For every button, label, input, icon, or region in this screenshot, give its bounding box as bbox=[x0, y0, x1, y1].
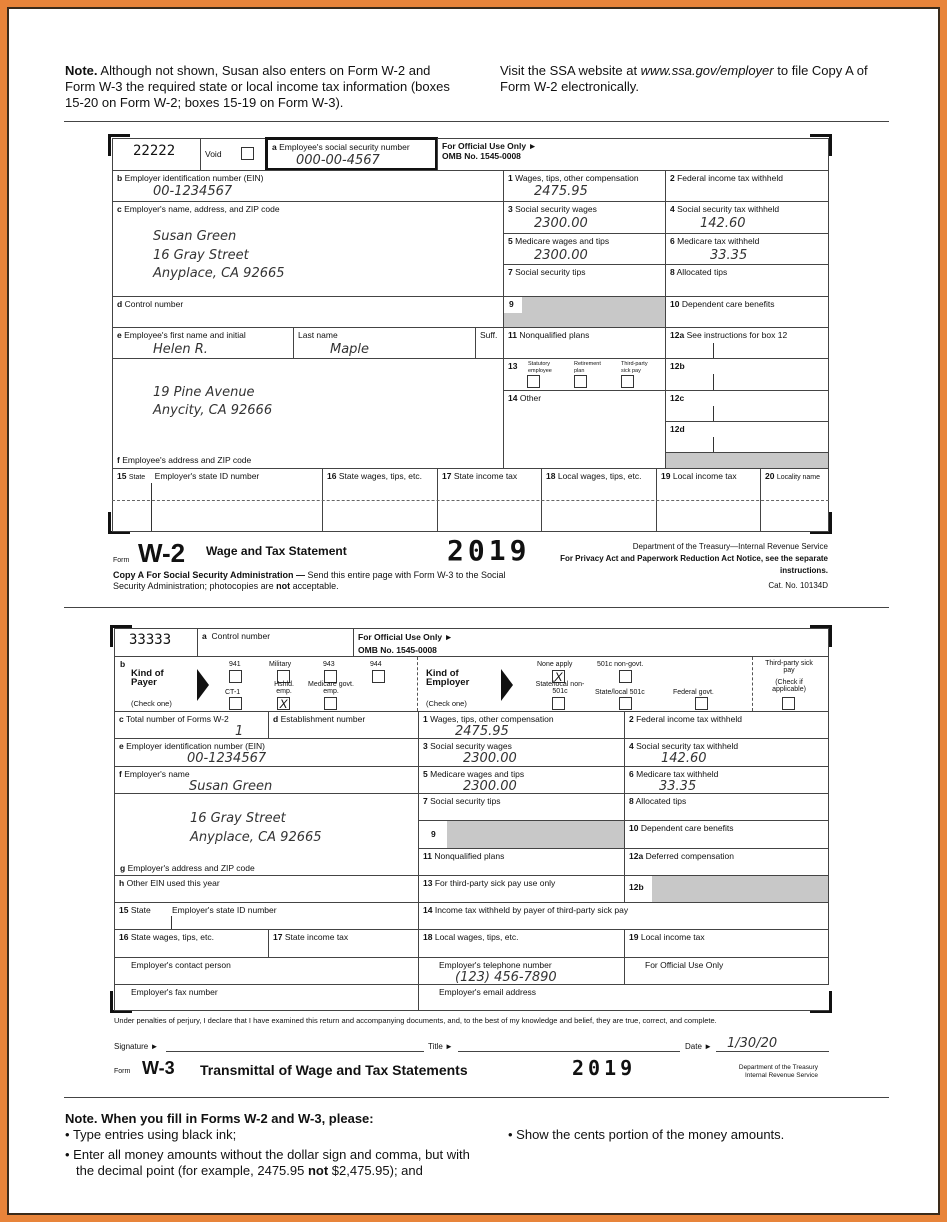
w3-box-17[interactable]: 17 State income tax bbox=[268, 929, 419, 958]
employee-city: Anycity, CA 92666 bbox=[153, 403, 273, 418]
box-3[interactable]: 3 Social security wages 2300.00 bbox=[503, 201, 666, 234]
omb-number: OMB No. 1545-0008 bbox=[442, 151, 521, 161]
employer-label: Employer's name, address, and ZIP code bbox=[124, 204, 280, 214]
suff-label: Suff. bbox=[480, 330, 498, 340]
fax-label: Employer's fax number bbox=[131, 987, 218, 997]
box-12d[interactable]: 12d bbox=[665, 421, 829, 453]
copy-a-note bbox=[113, 570, 513, 592]
w3-box4-value: 142.60 bbox=[661, 751, 707, 766]
w3-box-10[interactable]: 10 Dependent care benefits bbox=[624, 820, 829, 849]
w3-irs-text: Internal Revenue Service bbox=[745, 1072, 818, 1079]
w3-box-9: 9 bbox=[418, 820, 625, 849]
w3-street: 16 Gray Street bbox=[190, 811, 286, 826]
opt-944-label: 944 bbox=[370, 661, 382, 668]
opt-944-checkbox[interactable] bbox=[372, 670, 385, 683]
bullet-2b: $2,475.95); and bbox=[328, 1163, 423, 1178]
employer-check-one: (Check one) bbox=[426, 699, 467, 708]
payer-check-one: (Check one) bbox=[131, 699, 172, 708]
box-14[interactable]: 14 Other bbox=[503, 390, 666, 469]
last-value: Maple bbox=[330, 342, 370, 357]
w3-box-8[interactable]: 8 Allocated tips bbox=[624, 793, 829, 821]
box4-value: 142.60 bbox=[700, 216, 746, 231]
opt-943-label: 943 bbox=[323, 661, 335, 668]
box15-label: State bbox=[128, 474, 146, 481]
w3-official bbox=[353, 628, 829, 657]
federal-govt-checkbox[interactable] bbox=[695, 697, 708, 710]
box19-label: Local income tax bbox=[672, 471, 737, 481]
w3-form-title: Transmittal of Wage and Tax Statements bbox=[200, 1062, 468, 1078]
w3-box-15[interactable]: 15 State Employer's state ID number bbox=[114, 902, 419, 930]
bullet-3-wrap: • Show the cents portion of the money amounts. bbox=[508, 1127, 785, 1142]
box18-label: Local wages, tips, etc. bbox=[557, 471, 642, 481]
w3-box-3[interactable]: 3 Social security wages 2300.00 bbox=[418, 738, 625, 767]
contact-person-field[interactable] bbox=[114, 957, 419, 985]
sickpay-label: Third-party sick pay bbox=[621, 361, 648, 374]
box8-label: Allocated tips bbox=[676, 267, 728, 277]
box-6[interactable]: 6 Medicare tax withheld 33.35 bbox=[665, 233, 829, 265]
ein-value: 00-1234567 bbox=[153, 184, 233, 199]
w3-form-label: Form bbox=[114, 1068, 131, 1075]
box-13: 13 Statutory employee Retirement plan Third-party sick pay bbox=[503, 358, 666, 391]
official2-label: For Official Use Only bbox=[645, 960, 724, 970]
w3-box15b-label: Employer's state ID number bbox=[171, 905, 277, 915]
w3-box16-label: State wages, tips, etc. bbox=[130, 932, 214, 942]
box-11[interactable]: 11 Nonqualified plans bbox=[503, 327, 666, 359]
first-value: Helen R. bbox=[153, 342, 208, 357]
box20-label: Locality name bbox=[776, 474, 821, 481]
note-bold: Note. bbox=[65, 63, 98, 78]
box-15[interactable]: 15 State Employer's state ID number bbox=[112, 468, 323, 532]
retirement-label: Retirement plan bbox=[574, 361, 601, 374]
box-2[interactable]: 2 Federal income tax withheld bbox=[665, 170, 829, 202]
w3-box-f[interactable]: f Employer's name Susan Green bbox=[114, 766, 419, 794]
box17-label: State income tax bbox=[453, 471, 518, 481]
telephone-field[interactable] bbox=[418, 957, 625, 985]
bottom-note: Note. When you fill in Forms W-2 and W-3, please: • Type entries using black ink; • Enter all money amounts without the dollar sign and comma, but with the decimal point (for example, 2475.95 not $2,475.95); and bbox=[65, 1111, 475, 1179]
box6-label: Medicare tax withheld bbox=[677, 236, 760, 246]
w3-box-14[interactable]: 14 Income tax withheld by payer of third-party sick pay bbox=[418, 902, 829, 930]
w3-box-12a[interactable]: 12a Deferred compensation bbox=[624, 848, 829, 876]
box-5[interactable]: 5 Medicare wages and tips 2300.00 bbox=[503, 233, 666, 265]
box1-label: Wages, tips, other compensation bbox=[515, 173, 639, 183]
last-label: Last name bbox=[298, 330, 338, 340]
w3-box17-label: State income tax bbox=[284, 932, 349, 942]
w3-box-19[interactable]: 19 Local income tax bbox=[624, 929, 829, 958]
official-use bbox=[437, 138, 829, 171]
w3-box-2[interactable]: 2 Federal income tax withheld bbox=[624, 711, 829, 739]
w3-box13-label: For third-party sick pay use only bbox=[434, 878, 556, 888]
box-12a[interactable]: 12a See instructions for box 12 bbox=[665, 327, 829, 359]
box10-label: Dependent care benefits bbox=[681, 299, 775, 309]
date-line[interactable] bbox=[716, 1051, 829, 1052]
w3-box-7[interactable]: 7 Social security tips bbox=[418, 793, 625, 821]
w3-box-6[interactable]: 6 Medicare tax withheld 33.35 bbox=[624, 766, 829, 794]
fax-field[interactable] bbox=[114, 984, 419, 1011]
w3-box6-value: 33.35 bbox=[659, 779, 697, 794]
box11-label: Nonqualified plans bbox=[519, 330, 590, 340]
first-label: Employee's first name and initial bbox=[124, 330, 246, 340]
none-apply-label: None apply bbox=[537, 661, 573, 668]
501c-nongovt-checkbox[interactable] bbox=[619, 670, 632, 683]
third-party-label: Third-party sick pay bbox=[765, 660, 813, 674]
w3-box6-label: Medicare tax withheld bbox=[636, 769, 719, 779]
bullet-3: Show the cents portion of the money amounts. bbox=[516, 1127, 785, 1142]
employer-field[interactable]: c Employer's name, address, and ZIP code Susan Green 16 Gray Street Anyplace, CA 92665 bbox=[112, 201, 504, 297]
box-19[interactable]: 19 Local income tax bbox=[656, 468, 761, 532]
ssa-post: to file Copy A of Form W-2 electronically. bbox=[500, 63, 868, 94]
address-label: Employee's address and ZIP code bbox=[122, 455, 252, 465]
w3-employer-name: Susan Green bbox=[189, 779, 273, 794]
box-12c[interactable]: 12c bbox=[665, 390, 829, 422]
state-501c-checkbox[interactable] bbox=[619, 697, 632, 710]
w3-form-name: W-3 bbox=[142, 1058, 175, 1078]
box15b-label: Employer's state ID number bbox=[154, 471, 260, 481]
top-note bbox=[65, 63, 450, 111]
employer-name: Susan Green bbox=[153, 229, 237, 244]
none-apply-checkbox[interactable]: X bbox=[552, 670, 565, 683]
opt-hshld-checkbox[interactable]: X bbox=[277, 697, 290, 710]
ssa-note bbox=[500, 63, 890, 95]
state-501c-label: State/local 501c bbox=[595, 689, 645, 696]
w3-code: 33333 bbox=[114, 628, 198, 657]
cat-number: Cat. No. 10134D bbox=[768, 581, 828, 590]
ssa-pre: Visit the SSA website at bbox=[500, 63, 641, 78]
employee-address-field[interactable]: 19 Pine Avenue Anycity, CA 92666 f Employee's address and ZIP code bbox=[112, 358, 504, 469]
dept-block bbox=[560, 541, 828, 592]
email-field[interactable] bbox=[418, 984, 829, 1011]
box-9: 9 bbox=[503, 296, 666, 328]
w3-box3-label: Social security wages bbox=[430, 741, 512, 751]
d-label: Establishment number bbox=[280, 714, 366, 724]
w3-control-field[interactable]: a Control number bbox=[197, 628, 354, 657]
sickpay-checkbox[interactable] bbox=[621, 375, 634, 388]
opt-medicare-checkbox[interactable] bbox=[324, 697, 337, 710]
phone-value: (123) 456-7890 bbox=[455, 970, 557, 985]
official-label: For Official Use Only ► bbox=[442, 141, 537, 151]
dashed-divider bbox=[417, 657, 418, 711]
w3-control-label: Control number bbox=[211, 631, 271, 641]
date-label: Date ► bbox=[685, 1042, 713, 1051]
retirement-checkbox[interactable] bbox=[574, 375, 587, 388]
signature-label: Signature ► bbox=[114, 1042, 159, 1051]
bullet-2-not: not bbox=[307, 1163, 329, 1178]
w3-box-1[interactable]: 1 Wages, tips, other compensation 2475.95 bbox=[418, 711, 625, 739]
w3-box5-label: Medicare wages and tips bbox=[430, 769, 525, 779]
w3-box1-value: 2475.95 bbox=[455, 724, 509, 739]
gray-box bbox=[665, 452, 829, 469]
state-divider bbox=[112, 500, 829, 501]
w3-box-12b: 12b bbox=[624, 875, 829, 903]
opt-941-label: 941 bbox=[229, 661, 241, 668]
w3-box7-label: Social security tips bbox=[430, 796, 501, 806]
signature-line[interactable] bbox=[166, 1051, 424, 1052]
box-17[interactable]: 17 State income tax bbox=[437, 468, 542, 532]
w3-box-5[interactable]: 5 Medicare wages and tips 2300.00 bbox=[418, 766, 625, 794]
g-label: Employer's address and ZIP code bbox=[127, 863, 255, 873]
ssn-field[interactable]: a Employee's social security number 000-00-4567 bbox=[265, 137, 438, 171]
w3-dept-text: Department of the Treasury bbox=[738, 1064, 818, 1071]
w3-official-use-field bbox=[624, 957, 829, 985]
void-label: Void bbox=[205, 149, 222, 159]
w3-box12a-label: Deferred compensation bbox=[645, 851, 734, 861]
third-party-checkbox[interactable] bbox=[782, 697, 795, 710]
control-number-field[interactable]: d Control number bbox=[112, 296, 504, 328]
box2-label: Federal income tax withheld bbox=[677, 173, 783, 183]
w3-box-16[interactable]: 16 State wages, tips, etc. bbox=[114, 929, 269, 958]
copy-text: Send this entire page with Form W-3 to the Social Security Administration; photocopies are bbox=[113, 570, 506, 591]
dashed-divider bbox=[752, 657, 753, 711]
box-16[interactable]: 16 State wages, tips, etc. bbox=[322, 468, 438, 532]
w3-box-g[interactable]: 16 Gray Street Anyplace, CA 92665 g Employer's address and ZIP code bbox=[114, 793, 419, 876]
box7-label: Social security tips bbox=[515, 267, 586, 277]
suffix-field[interactable] bbox=[475, 327, 504, 359]
f-label: Employer's name bbox=[124, 769, 190, 779]
w3-box18-label: Local wages, tips, etc. bbox=[434, 932, 519, 942]
box3-value: 2300.00 bbox=[534, 216, 588, 231]
box-18[interactable]: 18 Local wages, tips, etc. bbox=[541, 468, 657, 532]
ssn-value: 000-00-4567 bbox=[296, 153, 380, 168]
box6-value: 33.35 bbox=[710, 248, 748, 263]
void-field bbox=[200, 138, 266, 171]
box4-label: Social security tax withheld bbox=[677, 204, 780, 214]
opt-ct1-checkbox[interactable] bbox=[229, 697, 242, 710]
ssn-label: Employee's social security number bbox=[279, 142, 410, 152]
ssa-link[interactable]: www.ssa.gov/employer bbox=[640, 63, 774, 78]
copy-end: acceptable. bbox=[290, 581, 339, 591]
opt-medicare-label: Medicare govt. emp. bbox=[308, 681, 354, 695]
w3-box-e[interactable]: e Employer identification number (EIN) 00-1234567 bbox=[114, 738, 419, 767]
kind-of-payer: Kind of Payer bbox=[131, 668, 164, 688]
privacy-notice: For Privacy Act and Paperwork Reduction Act Notice, see the separate instructions. bbox=[560, 554, 828, 575]
w3-box10-label: Dependent care benefits bbox=[640, 823, 734, 833]
opt-military-label: Military bbox=[269, 661, 292, 668]
w3-box-h[interactable]: h Other EIN used this year bbox=[114, 875, 419, 903]
copy-bold: Copy A For Social Security Administration — bbox=[113, 570, 306, 580]
title-line[interactable] bbox=[458, 1051, 680, 1052]
divider bbox=[64, 121, 889, 122]
email-label: Employer's email address bbox=[439, 987, 537, 997]
box1-value: 2475.95 bbox=[534, 184, 588, 199]
ein-field[interactable]: b Employer identification number (EIN) 00-1234567 bbox=[112, 170, 504, 202]
w3-omb: OMB No. 1545-0008 bbox=[358, 645, 437, 655]
box-1[interactable]: 1 Wages, tips, other compensation 2475.95 bbox=[503, 170, 666, 202]
w2-code: 22222 bbox=[112, 138, 201, 171]
state-non501c-checkbox[interactable] bbox=[552, 697, 565, 710]
w3-box15-label: State bbox=[130, 905, 151, 915]
c-label: Total number of Forms W-2 bbox=[125, 714, 229, 724]
box5-value: 2300.00 bbox=[534, 248, 588, 263]
box14-label: Other bbox=[519, 393, 542, 403]
divider bbox=[64, 607, 889, 608]
ein-label: Employer identification number (EIN) bbox=[124, 173, 264, 183]
employee-last-field[interactable] bbox=[293, 327, 476, 359]
w3-box11-label: Nonqualified plans bbox=[434, 851, 505, 861]
w3-city: Anyplace, CA 92665 bbox=[190, 830, 322, 845]
501c-nongovt-label: 501c non-govt. bbox=[597, 661, 644, 668]
bottom-note-heading: Note. When you fill in Forms W-2 and W-3, please: bbox=[65, 1111, 374, 1126]
w3-box-d[interactable]: d Establishment number bbox=[268, 711, 419, 739]
box5-label: Medicare wages and tips bbox=[515, 236, 610, 246]
contact-label: Employer's contact person bbox=[131, 960, 231, 970]
w3-tax-year: 2019 bbox=[572, 1056, 637, 1080]
employer-city: Anyplace, CA 92665 bbox=[153, 266, 285, 281]
federal-govt-label: Federal govt. bbox=[673, 689, 714, 696]
title-label: Title ► bbox=[428, 1042, 453, 1051]
employee-street: 19 Pine Avenue bbox=[153, 385, 255, 400]
w3-box-18[interactable]: 18 Local wages, tips, etc. bbox=[418, 929, 625, 958]
w3-ein: 00-1234567 bbox=[187, 751, 267, 766]
kind-row: b Kind of Payer (Check one) 941 Military 943 944 CT-1 Hshld. emp. X Medicare govt. emp. Kind of Employer (Check one) None apply X 501c non-govt. State/local non-501c State/local 501c Federal govt. Third-party sick pay (Check if applicable) bbox=[114, 656, 829, 712]
w3-box19-label: Local income tax bbox=[640, 932, 705, 942]
box-4[interactable]: 4 Social security tax withheld 142.60 bbox=[665, 201, 829, 234]
tax-year: 2019 bbox=[447, 534, 531, 567]
box3-label: Social security wages bbox=[515, 204, 597, 214]
w3-official-label: For Official Use Only ► bbox=[358, 632, 453, 642]
arrow-icon bbox=[501, 669, 513, 701]
note-text: Although not shown, Susan also enters on Form W-2 and Form W-3 the required state or local income tax information (boxes 15-20 on Form W-2; boxes 15-19 on Form W-3). bbox=[65, 63, 450, 110]
bullet-1: Type entries using black ink; bbox=[72, 1127, 237, 1142]
opt-ct1-label: CT-1 bbox=[225, 689, 241, 696]
w3-box3-value: 2300.00 bbox=[463, 751, 517, 766]
box16-label: State wages, tips, etc. bbox=[338, 471, 422, 481]
employer-street: 16 Gray Street bbox=[153, 248, 249, 263]
w3-box-c[interactable]: c Total number of Forms W-2 1 bbox=[114, 711, 269, 739]
box-20[interactable]: 20 Locality name bbox=[760, 468, 829, 532]
box-12b[interactable]: 12b bbox=[665, 358, 829, 391]
form-label: Form bbox=[113, 557, 130, 564]
control-label: Control number bbox=[124, 299, 184, 309]
c-value: 1 bbox=[235, 724, 244, 739]
phone-label: Employer's telephone number bbox=[439, 960, 552, 970]
opt-hshld-label: Hshld. emp. bbox=[274, 681, 294, 695]
w3-box1-label: Wages, tips, other compensation bbox=[430, 714, 554, 724]
copy-not: not bbox=[276, 581, 291, 591]
w3-box-13[interactable]: 13 For third-party sick pay use only bbox=[418, 875, 625, 903]
form-name: W-2 bbox=[138, 538, 186, 568]
statutory-checkbox[interactable] bbox=[527, 375, 540, 388]
box-10[interactable]: 10 Dependent care benefits bbox=[665, 296, 829, 328]
e-label: Employer identification number (EIN) bbox=[126, 741, 265, 751]
state-non501c-label: State/local non-501c bbox=[535, 681, 585, 695]
opt-941-checkbox[interactable] bbox=[229, 670, 242, 683]
bullet-2a: Enter all money amounts without the dollar sign and comma, but with the decimal point (for example, 2475.95 bbox=[73, 1147, 470, 1178]
kind-of-employer: Kind of Employer bbox=[426, 668, 470, 688]
employee-first-field[interactable]: e Employee's first name and initial Helen R. bbox=[112, 327, 294, 359]
dept-text: Department of the Treasury—Internal Revenue Service bbox=[632, 542, 828, 551]
box-8[interactable]: 8 Allocated tips bbox=[665, 264, 829, 297]
perjury-statement: Under penalties of perjury, I declare that I have examined this return and accompanying documents, and, to the best of my knowledge and belief, they are true, correct, and complete. bbox=[114, 1016, 717, 1025]
w3-box-4[interactable]: 4 Social security tax withheld 142.60 bbox=[624, 738, 829, 767]
w3-dept bbox=[690, 1064, 818, 1080]
third-party-check-label: (Check if applicable) bbox=[772, 679, 806, 693]
w3-box5-value: 2300.00 bbox=[463, 779, 517, 794]
w3-box14-label: Income tax withheld by payer of third-party sick pay bbox=[434, 905, 629, 915]
divider bbox=[64, 1097, 889, 1098]
w3-box4-label: Social security tax withheld bbox=[636, 741, 739, 751]
statutory-label: Statutory employee bbox=[528, 361, 552, 374]
h-label: Other EIN used this year bbox=[126, 878, 220, 888]
void-checkbox[interactable] bbox=[241, 147, 254, 160]
w3-box-11[interactable]: 11 Nonqualified plans bbox=[418, 848, 625, 876]
box12a-label: See instructions for box 12 bbox=[686, 330, 788, 340]
box-7[interactable]: 7 Social security tips bbox=[503, 264, 666, 297]
arrow-icon bbox=[197, 669, 209, 701]
w3-box2-label: Federal income tax withheld bbox=[636, 714, 742, 724]
date-value: 1/30/20 bbox=[727, 1036, 778, 1051]
w3-box8-label: Allocated tips bbox=[635, 796, 687, 806]
form-title: Wage and Tax Statement bbox=[206, 544, 347, 558]
